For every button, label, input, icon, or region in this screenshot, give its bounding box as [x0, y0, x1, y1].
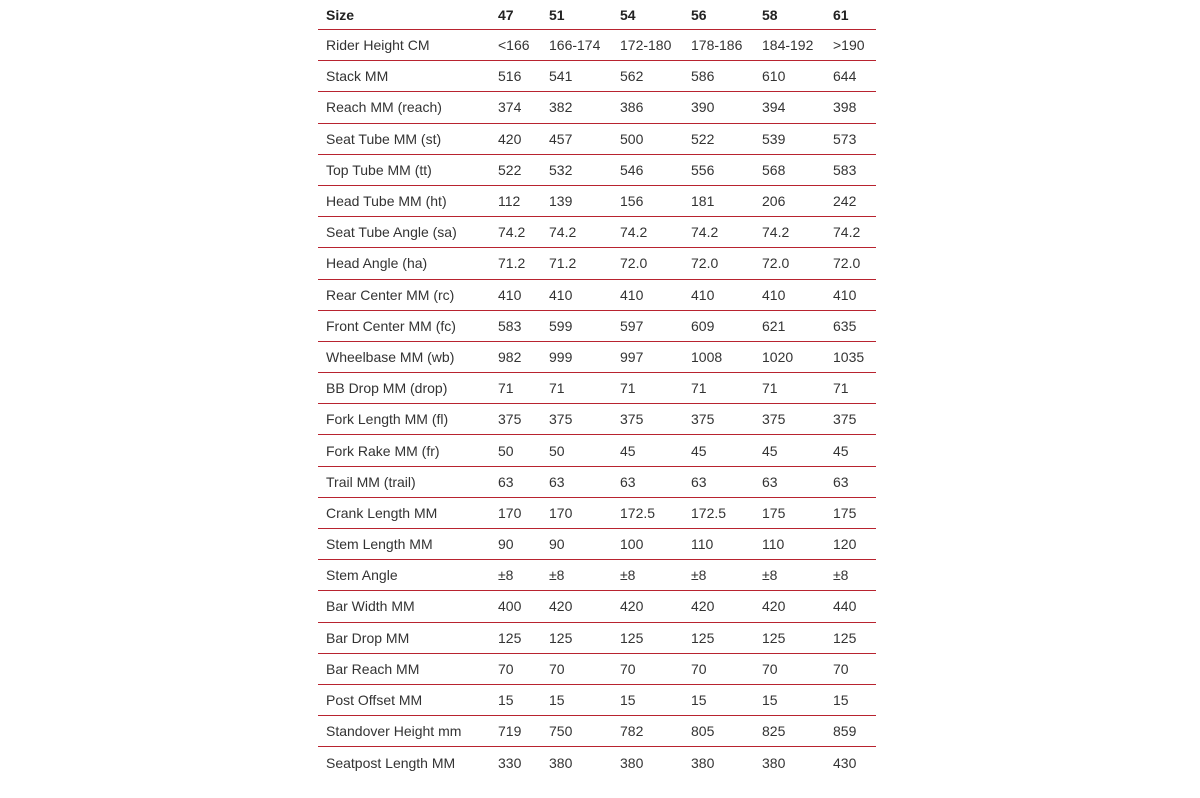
- header-size-label: Size: [326, 6, 355, 23]
- table-row: [318, 124, 876, 155]
- table-cell: 120: [833, 536, 857, 553]
- table-cell: 74.2: [549, 224, 577, 241]
- table-cell: 782: [620, 723, 644, 740]
- table-cell: 110: [691, 536, 714, 553]
- table-cell: 420: [691, 598, 715, 615]
- table-cell: 420: [762, 598, 786, 615]
- table-cell: 72.0: [833, 255, 861, 272]
- table-cell: 125: [691, 629, 715, 646]
- table-cell: 90: [498, 536, 514, 553]
- table-cell: 398: [833, 99, 857, 116]
- table-cell: 380: [691, 754, 715, 771]
- table-cell: 70: [833, 660, 849, 677]
- table-cell: 410: [549, 286, 573, 303]
- row-label: Seatpost Length MM: [326, 754, 456, 771]
- table-cell: 394: [762, 99, 786, 116]
- table-cell: 100: [620, 536, 644, 553]
- table-cell: 172-180: [620, 37, 672, 54]
- table-row: [318, 342, 876, 373]
- table-row: [318, 30, 876, 61]
- table-cell: 63: [549, 473, 565, 490]
- table-cell: 522: [691, 130, 715, 147]
- table-cell: 457: [549, 130, 573, 147]
- row-label: Head Tube MM (ht): [326, 193, 447, 210]
- table-cell: 374: [498, 99, 522, 116]
- table-row: [318, 435, 876, 466]
- table-cell: 45: [833, 442, 849, 459]
- table-row: [318, 311, 876, 342]
- table-row: [318, 716, 876, 747]
- table-cell: 430: [833, 754, 857, 771]
- row-label: BB Drop MM (drop): [326, 380, 448, 397]
- table-cell: 50: [498, 442, 514, 459]
- table-cell: 156: [620, 193, 644, 210]
- table-cell: 982: [498, 348, 522, 365]
- geometry-table: [318, 0, 876, 779]
- table-cell: 410: [620, 286, 644, 303]
- table-cell: 583: [498, 317, 522, 334]
- table-cell: 139: [549, 193, 573, 210]
- table-row: [318, 560, 876, 591]
- table-row: [318, 591, 876, 622]
- table-cell: 805: [691, 723, 715, 740]
- table-cell: 71: [833, 380, 849, 397]
- table-cell: 50: [549, 442, 565, 459]
- table-cell: 110: [762, 536, 785, 553]
- table-cell: 825: [762, 723, 786, 740]
- table-cell: 1020: [762, 348, 794, 365]
- header-size-47: 47: [498, 6, 514, 23]
- table-cell: <166: [498, 37, 530, 54]
- table-cell: 375: [833, 411, 857, 428]
- table-cell: 45: [762, 442, 778, 459]
- table-cell: 70: [498, 660, 514, 677]
- table-cell: 410: [498, 286, 522, 303]
- table-cell: 175: [833, 504, 857, 521]
- table-row: [318, 404, 876, 435]
- table-cell: 242: [833, 193, 857, 210]
- table-cell: 125: [762, 629, 786, 646]
- table-cell: 410: [833, 286, 857, 303]
- table-cell: 15: [691, 692, 707, 709]
- header-size-51: 51: [549, 6, 565, 23]
- table-cell: 181: [691, 193, 715, 210]
- table-cell: 63: [762, 473, 778, 490]
- table-cell: 45: [620, 442, 636, 459]
- table-cell: ±8: [620, 567, 636, 584]
- table-row: [318, 248, 876, 279]
- table-cell: 71: [498, 380, 514, 397]
- row-label: Top Tube MM (tt): [326, 161, 432, 178]
- table-cell: 74.2: [691, 224, 719, 241]
- table-cell: 380: [549, 754, 573, 771]
- row-label: Standover Height mm: [326, 723, 462, 740]
- table-cell: 644: [833, 68, 857, 85]
- row-label: Stem Angle: [326, 567, 398, 584]
- table-cell: 621: [762, 317, 786, 334]
- row-label: Fork Length MM (fl): [326, 411, 449, 428]
- row-label: Front Center MM (fc): [326, 317, 456, 334]
- table-cell: 609: [691, 317, 715, 334]
- table-cell: 63: [498, 473, 514, 490]
- table-cell: 178-186: [691, 37, 743, 54]
- table-cell: 375: [498, 411, 522, 428]
- table-cell: 125: [620, 629, 644, 646]
- table-cell: 125: [498, 629, 522, 646]
- table-body: [318, 30, 876, 779]
- table-row: [318, 373, 876, 404]
- table-cell: 599: [549, 317, 573, 334]
- table-cell: 15: [549, 692, 565, 709]
- table-cell: 71: [762, 380, 778, 397]
- table-cell: 71: [691, 380, 707, 397]
- table-cell: 546: [620, 161, 644, 178]
- table-row: [318, 280, 876, 311]
- table-cell: 63: [691, 473, 707, 490]
- table-cell: 500: [620, 130, 644, 147]
- table-cell: 440: [833, 598, 857, 615]
- table-cell: 72.0: [691, 255, 719, 272]
- table-cell: 386: [620, 99, 644, 116]
- table-cell: 1035: [833, 348, 865, 365]
- table-cell: 15: [498, 692, 514, 709]
- table-cell: ±8: [549, 567, 565, 584]
- row-label: Rider Height CM: [326, 37, 430, 54]
- table-cell: 382: [549, 99, 573, 116]
- table-cell: 74.2: [498, 224, 526, 241]
- table-row: [318, 467, 876, 498]
- table-cell: >190: [833, 37, 865, 54]
- table-cell: 597: [620, 317, 644, 334]
- table-cell: ±8: [691, 567, 707, 584]
- table-cell: 997: [620, 348, 644, 365]
- header-size-61: 61: [833, 6, 849, 23]
- table-cell: 15: [620, 692, 636, 709]
- table-cell: 420: [498, 130, 522, 147]
- table-row: [318, 217, 876, 248]
- table-cell: 420: [620, 598, 644, 615]
- row-label: Bar Drop MM: [326, 629, 410, 646]
- table-row: [318, 186, 876, 217]
- table-row: [318, 685, 876, 716]
- table-cell: 172.5: [620, 504, 656, 521]
- table-cell: 170: [549, 504, 573, 521]
- table-cell: 573: [833, 130, 857, 147]
- table-cell: 562: [620, 68, 644, 85]
- table-row: [318, 529, 876, 560]
- table-row: [318, 92, 876, 123]
- table-cell: 166-174: [549, 37, 601, 54]
- table-cell: 859: [833, 723, 857, 740]
- table-cell: 410: [762, 286, 786, 303]
- table-cell: 72.0: [620, 255, 648, 272]
- table-cell: 539: [762, 130, 786, 147]
- row-label: Crank Length MM: [326, 504, 438, 521]
- table-cell: 175: [762, 504, 786, 521]
- table-cell: ±8: [762, 567, 778, 584]
- table-cell: 112: [498, 193, 521, 210]
- row-label: Fork Rake MM (fr): [326, 442, 440, 459]
- table-cell: 610: [762, 68, 786, 85]
- table-cell: 410: [691, 286, 715, 303]
- table-cell: 71: [620, 380, 636, 397]
- table-cell: 71.2: [549, 255, 577, 272]
- table-cell: 375: [691, 411, 715, 428]
- table-cell: 206: [762, 193, 786, 210]
- table-cell: 15: [762, 692, 778, 709]
- row-label: Wheelbase MM (wb): [326, 348, 455, 365]
- row-label: Post Offset MM: [326, 692, 423, 709]
- table-row: [318, 747, 876, 778]
- table-cell: 583: [833, 161, 857, 178]
- table-row: [318, 498, 876, 529]
- header-size-54: 54: [620, 6, 636, 23]
- table-cell: 375: [549, 411, 573, 428]
- table-cell: 516: [498, 68, 522, 85]
- row-label: Trail MM (trail): [326, 473, 416, 490]
- table-header-row: [318, 0, 876, 30]
- table-cell: 556: [691, 161, 715, 178]
- table-cell: 541: [549, 68, 573, 85]
- table-cell: 330: [498, 754, 522, 771]
- table-row: [318, 61, 876, 92]
- table-cell: 70: [549, 660, 565, 677]
- table-cell: 172.5: [691, 504, 727, 521]
- table-cell: 375: [620, 411, 644, 428]
- table-cell: 380: [762, 754, 786, 771]
- table-cell: 72.0: [762, 255, 790, 272]
- table-cell: 400: [498, 598, 522, 615]
- row-label: Bar Reach MM: [326, 660, 420, 677]
- row-label: Stack MM: [326, 68, 389, 85]
- table-cell: 63: [833, 473, 849, 490]
- table-cell: 522: [498, 161, 522, 178]
- row-label: Stem Length MM: [326, 536, 433, 553]
- table-cell: 750: [549, 723, 573, 740]
- row-label: Head Angle (ha): [326, 255, 428, 272]
- table-cell: 568: [762, 161, 786, 178]
- table-row: [318, 623, 876, 654]
- table-cell: 586: [691, 68, 715, 85]
- header-size-58: 58: [762, 6, 778, 23]
- table-row: [318, 654, 876, 685]
- table-cell: 70: [762, 660, 778, 677]
- table-cell: 74.2: [762, 224, 790, 241]
- table-cell: 170: [498, 504, 522, 521]
- row-label: Rear Center MM (rc): [326, 286, 455, 303]
- table-cell: 375: [762, 411, 786, 428]
- table-cell: 71.2: [498, 255, 526, 272]
- table-cell: 1008: [691, 348, 723, 365]
- row-label: Seat Tube Angle (sa): [326, 224, 457, 241]
- table-cell: 420: [549, 598, 573, 615]
- table-cell: 719: [498, 723, 522, 740]
- row-label: Reach MM (reach): [326, 99, 442, 116]
- table-cell: 70: [691, 660, 707, 677]
- row-label: Seat Tube MM (st): [326, 130, 442, 147]
- table-cell: 70: [620, 660, 636, 677]
- table-row: [318, 155, 876, 186]
- table-cell: 125: [833, 629, 857, 646]
- table-cell: 90: [549, 536, 565, 553]
- table-cell: 45: [691, 442, 707, 459]
- table-cell: ±8: [833, 567, 849, 584]
- table-cell: 390: [691, 99, 715, 116]
- table-cell: 532: [549, 161, 573, 178]
- table-cell: 999: [549, 348, 573, 365]
- table-cell: 125: [549, 629, 573, 646]
- header-size-56: 56: [691, 6, 707, 23]
- table-cell: 74.2: [620, 224, 648, 241]
- table-cell: 635: [833, 317, 857, 334]
- table-cell: 184-192: [762, 37, 814, 54]
- table-cell: ±8: [498, 567, 514, 584]
- table-cell: 74.2: [833, 224, 861, 241]
- table-cell: 63: [620, 473, 636, 490]
- table-cell: 71: [549, 380, 565, 397]
- table-cell: 15: [833, 692, 849, 709]
- row-label: Bar Width MM: [326, 598, 415, 615]
- table-cell: 380: [620, 754, 644, 771]
